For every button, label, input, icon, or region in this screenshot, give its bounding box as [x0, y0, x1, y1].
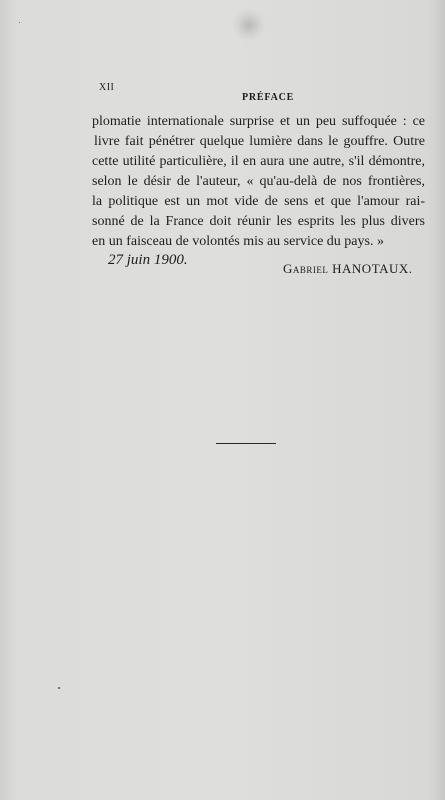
text-line: cette utilité particulière, il en aura une autre, s'il démontre,: [92, 154, 425, 169]
running-title: PRÉFACE: [242, 92, 295, 103]
paper-smudge: [232, 8, 266, 42]
text-line: la politique est un mot vide de sens et que l'amour rai-: [92, 194, 425, 209]
paper-speck: [58, 687, 60, 689]
preface-paragraph: [92, 112, 425, 252]
text-line: plomatie internationale surprise et un peu suffoquée : ce: [92, 114, 425, 129]
text-line: livre fait pénétrer quelque lumière dans le gouffre. Outre: [94, 134, 425, 149]
paper-speck: [19, 22, 20, 23]
signature-date: 27 juin 1900.: [108, 252, 188, 268]
page-number: XII: [99, 82, 115, 93]
signature-author: Gabriel HANOTAUX.: [283, 261, 413, 276]
text-line: selon le désir de l'auteur, « qu'au-delà de nos frontières,: [92, 174, 425, 189]
text-line: sonné de la France doit réunir les esprits les plus divers: [92, 214, 425, 229]
end-rule: [216, 443, 276, 444]
text-line: en un faisceau de volontés mis au service du pays. »: [92, 234, 384, 249]
